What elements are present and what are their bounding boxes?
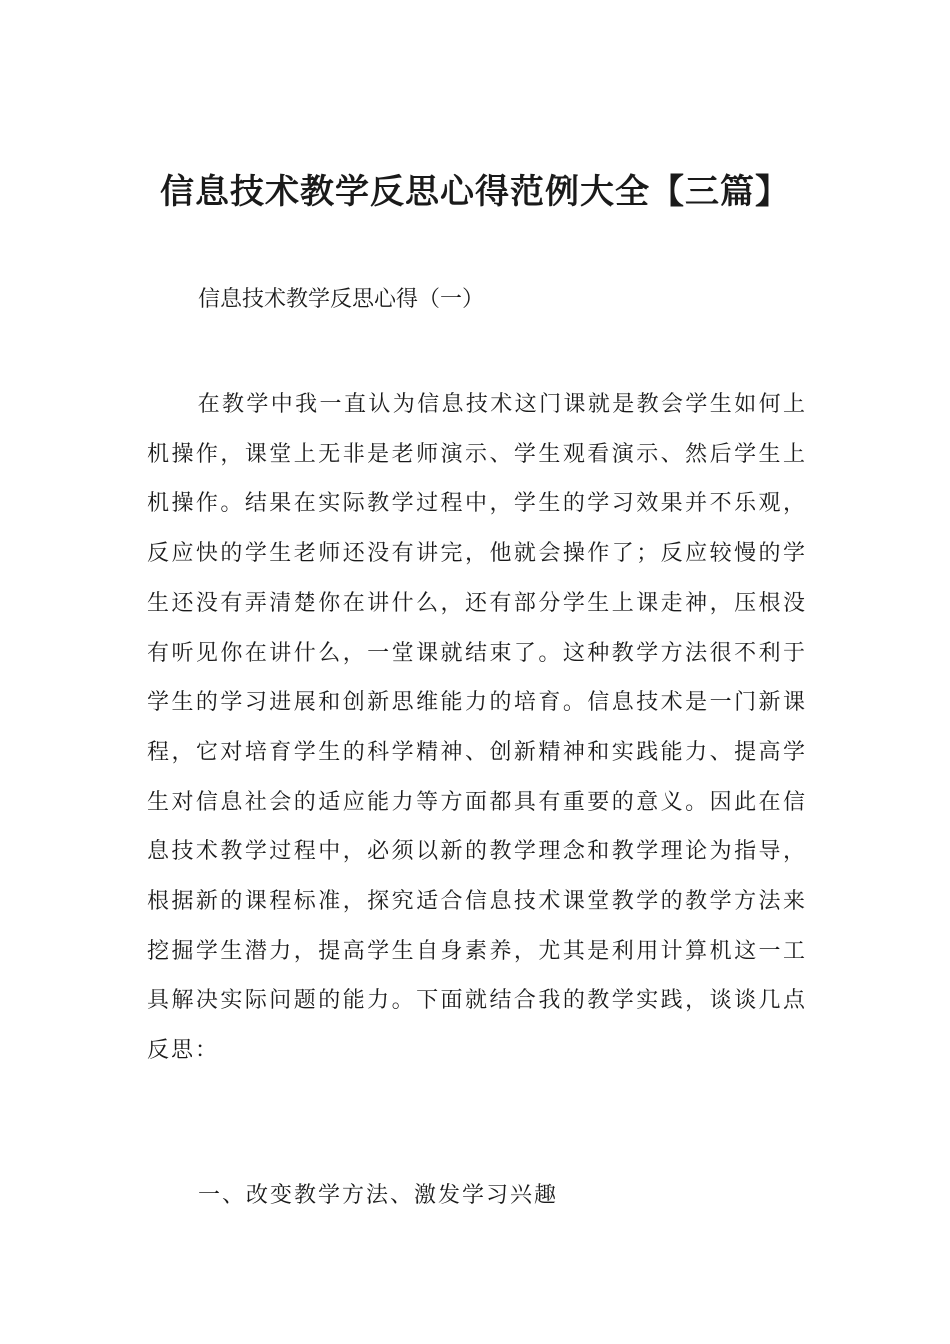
subheading: 一、改变教学方法、激发学习兴趣: [198, 1183, 559, 1208]
section-title: 信息技术教学反思心得（一）: [198, 287, 485, 312]
body-paragraph: 在教学中我一直认为信息技术这门课就是教会学生如何上机操作，课堂上无非是老师演示、学生观看演示、然后学生上机操作。结果在实际教学过程中，学生的学习效果并不乐观，反应快的学生老师还没有讲完，他就会操作了；反应较慢的学生还没有弄清楚你在讲什么，还有部分学生上课走神，压根没有听见你在讲什么，一堂课就结束了。这种教学方法很不利于学生的学习进展和创新思维能力的培育。信息技术是一门新课程，它对培育学生的科学精神、创新精神和实践能力、提高学生对信息社会的适应能力等方面都具有重要的意义。因此在信息技术教学过程中，必须以新的教学理念和教学理论为指导，根据新的课程标准，探究适合信息技术课堂教学的教学方法来挖掘学生潜力，提高学生自身素养，尤其是利用计算机这一工具解决实际问题的能力。下面就结合我的教学实践，谈谈几点反思：: [147, 392, 807, 1064]
document-title: 信息技术教学反思心得范例大全【三篇】: [160, 172, 790, 212]
